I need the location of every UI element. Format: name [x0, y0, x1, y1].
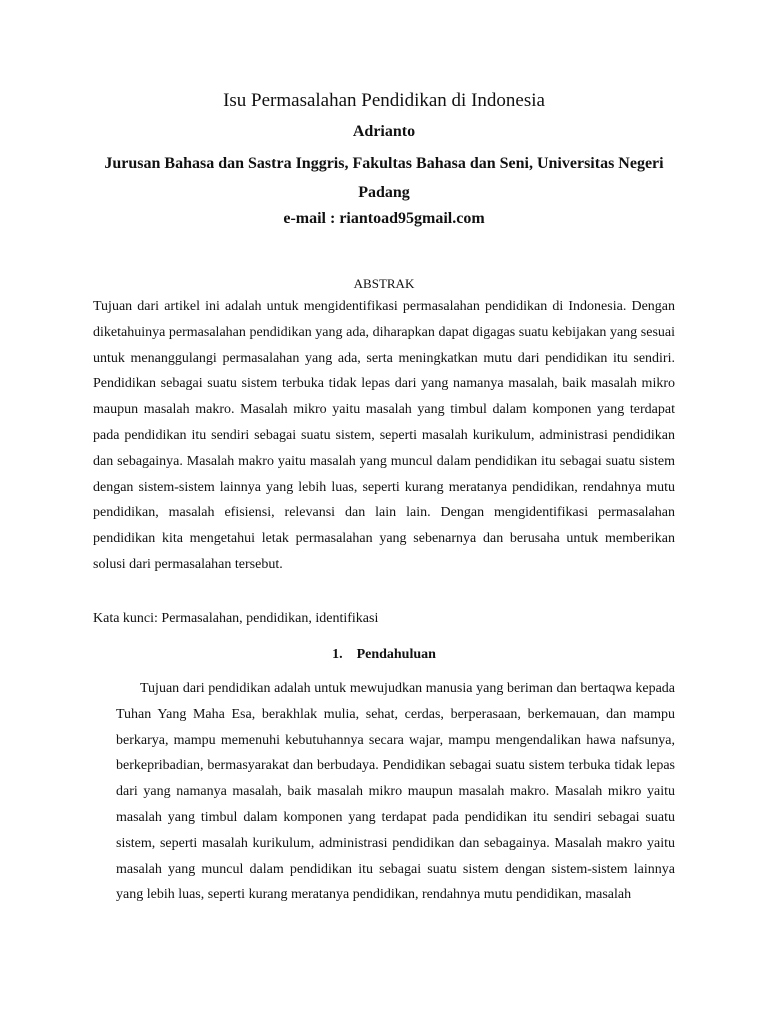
document-title: Isu Permasalahan Pendidikan di Indonesia — [223, 90, 545, 111]
author-name: Adrianto — [352, 123, 416, 140]
keywords: Kata kunci: Permasalahan, pendidikan, identifikasi — [93, 611, 379, 626]
section-number: 1. — [332, 647, 343, 662]
author-affiliation: Jurusan Bahasa dan Sastra Inggris, Fakultas Bahasa dan Seni, Universitas Negeri Padang — [104, 155, 664, 201]
abstract-heading: ABSTRAK — [353, 276, 415, 291]
section-heading-pendahuluan — [0, 644, 768, 666]
section-title: Pendahuluan — [356, 647, 436, 662]
abstract-body: Tujuan dari artikel ini adalah untuk mengidentifikasi permasalahan pendidikan di Indonesia. Dengan diketahuinya permasalahan pendidikan yang ada, diharapkan dapat digagas suatu kebijakan yang sesuai untuk menanggulangi permasalahan yang ada, serta meningkatkan mutu dari pendidikan itu sendiri. Pendidikan sebagai suatu sistem terbuka tidak lepas dari yang namanya masalah, baik masalah mikro maupun masalah makro. Masalah mikro yaitu masalah yang timbul dalam komponen yang terdapat pada pendidikan itu sendiri sebagai suatu sistem, seperti masalah kurikulum, administrasi pendidikan dan sebagainya. Masalah makro yaitu masalah yang muncul dalam pendidikan itu sebagai suatu sistem dengan sistem-sistem lainnya yang lebih luas, seperti kurang meratanya pendidikan, rendahnya mutu pendidikan, masalah efisiensi, relevansi dan lain lain. Dengan mengidentifikasi permasalahan pendidikan kita mengetahui letak permasalahan yang sebenarnya dan berusaha untuk memberikan solusi dari permasalahan tersebut. — [93, 299, 675, 572]
section-body-pendahuluan: Tujuan dari pendidikan adalah untuk mewujudkan manusia yang beriman dan bertaqwa kepada Tuhan Yang Maha Esa, berakhlak mulia, sehat, cerdas, berperasaan, berkemauan, dan mampu berkarya, mampu memenuhi kebutuhannya secara wajar, mampu mengendalikan hawa nafsunya, berkepribadian, bermasyarakat dan berbudaya. Pendidikan sebagai suatu sistem terbuka tidak lepas dari yang namanya masalah, baik masalah mikro maupun masalah makro. Masalah mikro yaitu masalah yang timbul dalam komponen yang terdapat pada pendidikan itu sendiri sebagai suatu sistem, seperti masalah kurikulum, administrasi pendidikan dan sebagainya. Masalah makro yaitu masalah yang muncul dalam pendidikan itu sebagai suatu sistem dengan sistem-sistem lainnya yang lebih luas, seperti kurang meratanya pendidikan, rendahnya mutu pendidikan, masalah — [116, 681, 675, 903]
author-email: e-mail : riantoad95gmail.com — [283, 210, 485, 227]
